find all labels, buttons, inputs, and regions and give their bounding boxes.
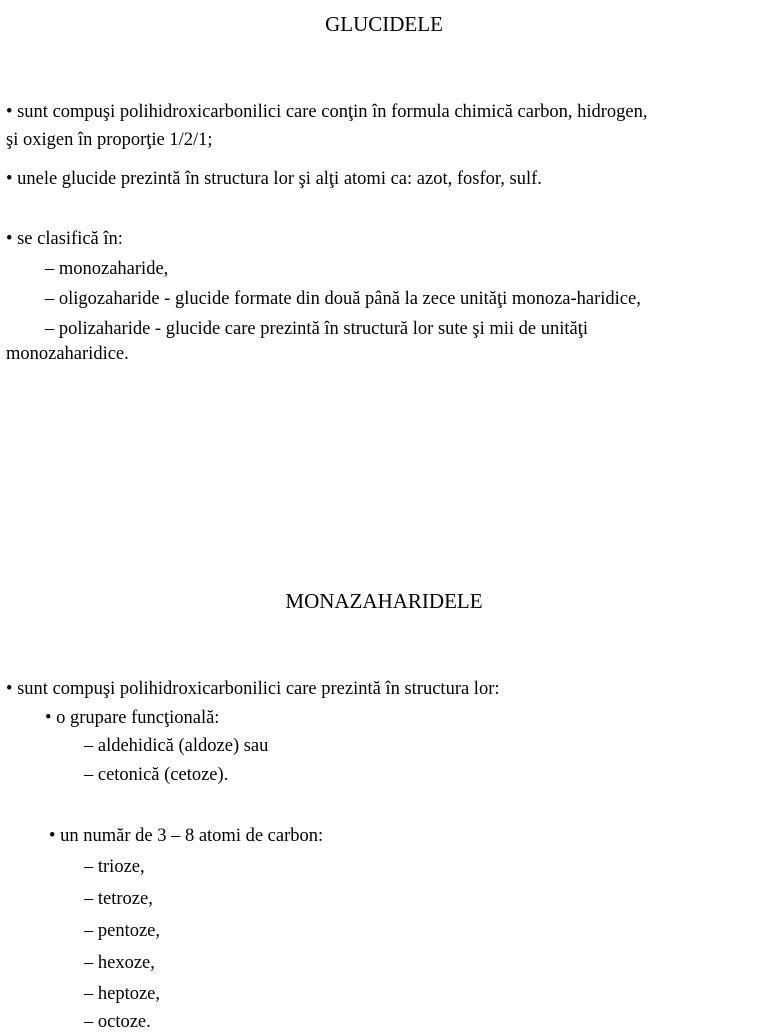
section-title-monozaharidele: MONAZAHARIDELE [285, 589, 483, 613]
paragraph-line: • unele glucide prezintă în structura lor şi alţi atomi ca: azot, fosfor, sulf. [6, 169, 542, 189]
list-item: – hexoze, [84, 953, 155, 973]
list-item: – aldehidică (aldoze) sau [84, 736, 269, 756]
list-item: • un număr de 3 – 8 atomi de carbon: [49, 826, 324, 846]
list-item: – heptoze, [84, 984, 161, 1004]
paragraph-line: monozaharidice. [6, 344, 129, 364]
list-item: – monozaharide, [45, 259, 169, 279]
list-item: – tetroze, [84, 889, 153, 909]
list-item: • o grupare funcţională: [45, 708, 220, 728]
paragraph-line: • sunt compuşi polihidroxicarbonilici care conţin în formula chimică carbon, hidrogen, [6, 102, 648, 122]
paragraph-line: şi oxigen în proporţie 1/2/1; [6, 130, 213, 150]
paragraph-line: • se clasifică în: [6, 229, 123, 249]
list-item: – cetonică (cetoze). [84, 765, 229, 785]
list-item: – octoze. [84, 1012, 151, 1032]
section-title-glucidele: GLUCIDELE [325, 12, 443, 36]
list-item: – polizaharide - glucide care prezintă în structură lor sute şi mii de unităţi [45, 319, 588, 339]
list-item: – oligozaharide - glucide formate din două până la zece unităţi monoza-haridice, [45, 289, 641, 309]
paragraph-line: • sunt compuşi polihidroxicarbonilici care prezintă în structura lor: [6, 679, 500, 699]
list-item: – pentoze, [84, 921, 161, 941]
list-item: – trioze, [84, 857, 145, 877]
